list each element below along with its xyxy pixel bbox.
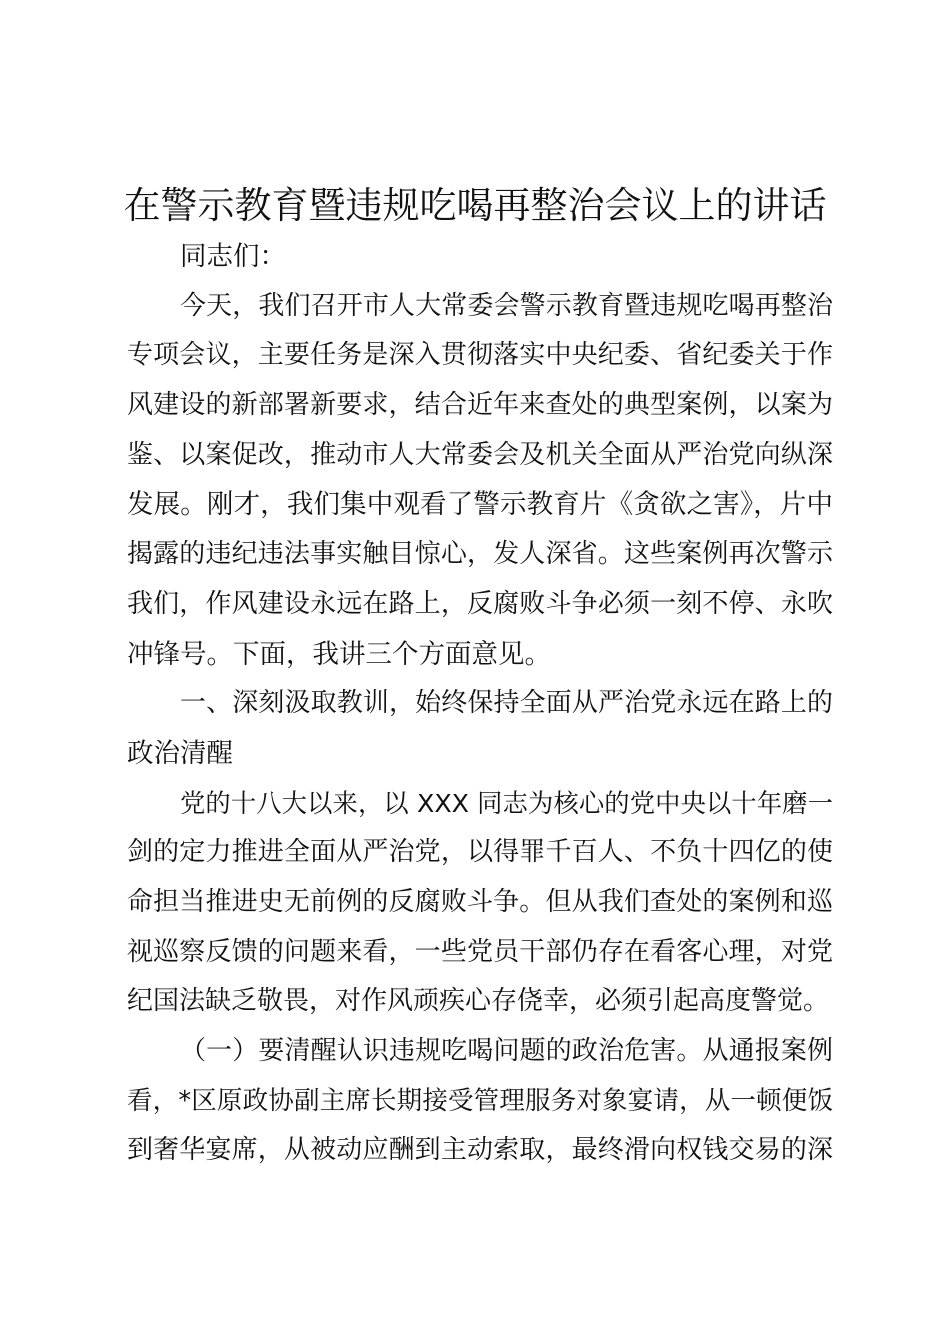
section-heading (127, 679, 833, 778)
text-line: 冲锋号。下面，我讲三个方面意见。 (127, 638, 551, 670)
text-line: 命担当推进史无前例的反腐败斗争。但从我们查处的案例和巡 (127, 886, 833, 917)
paragraph-background (127, 779, 833, 1027)
text-line: （一）要清醒认识违规吃喝问题的政治危害。从通报案例 (180, 1036, 833, 1066)
text-line: 风建设的新部署新要求，结合近年来查处的典型案例，以案为 (127, 390, 833, 421)
text-line: 我们，作风建设永远在路上，反腐败斗争必须一刻不停、永吹 (127, 588, 833, 619)
text-line: 专项会议，主要任务是深入贯彻落实中央纪委、省纪委关于作 (127, 340, 833, 371)
text-line: 发展。刚才，我们集中观看了警示教育片《贪欲之害》，片中 (127, 489, 833, 521)
text-line: 到奢华宴席，从被动应酬到主动索取，最终滑向权钱交易的深 (127, 1135, 833, 1166)
paragraph-salutation (127, 232, 833, 282)
text-line: 看，*区原政协副主席长期接受管理服务对象宴请，从一顿便饭 (127, 1085, 833, 1116)
document-title: 在警示教育暨违规吃喝再整治会议上的讲话 (123, 184, 827, 227)
document-body (127, 232, 833, 1176)
text-line: 政治清醒 (127, 737, 233, 769)
text-line: 党的十八大以来，以 XXX 同志为核心的党中央以十年磨一 (180, 788, 833, 818)
text-line: 今天，我们召开市人大常委会警示教育暨违规吃喝再整治 (180, 290, 833, 321)
text-line: 剑的定力推进全面从严治党，以得罪千百人、不负十四亿的使 (127, 837, 833, 868)
text-line: 视巡察反馈的问题来看，一些党员干部仍存在看客心理，对党 (127, 936, 833, 967)
text-line: 同志们： (180, 241, 286, 272)
text-line: 揭露的违纪违法事实触目惊心，发人深省。这些案例再次警示 (127, 539, 833, 570)
paragraph-subsection (127, 1027, 833, 1176)
text-line: 纪国法缺乏敬畏，对作风顽疾心存侥幸，必须引起高度警觉。 (127, 986, 830, 1017)
paragraph-intro (127, 282, 833, 680)
text-line: 一、深刻汲取教训，始终保持全面从严治党永远在路上的 (180, 688, 833, 719)
text-line: 鉴、以案促改，推动市人大常委会及机关全面从严治党向纵深 (127, 439, 833, 470)
